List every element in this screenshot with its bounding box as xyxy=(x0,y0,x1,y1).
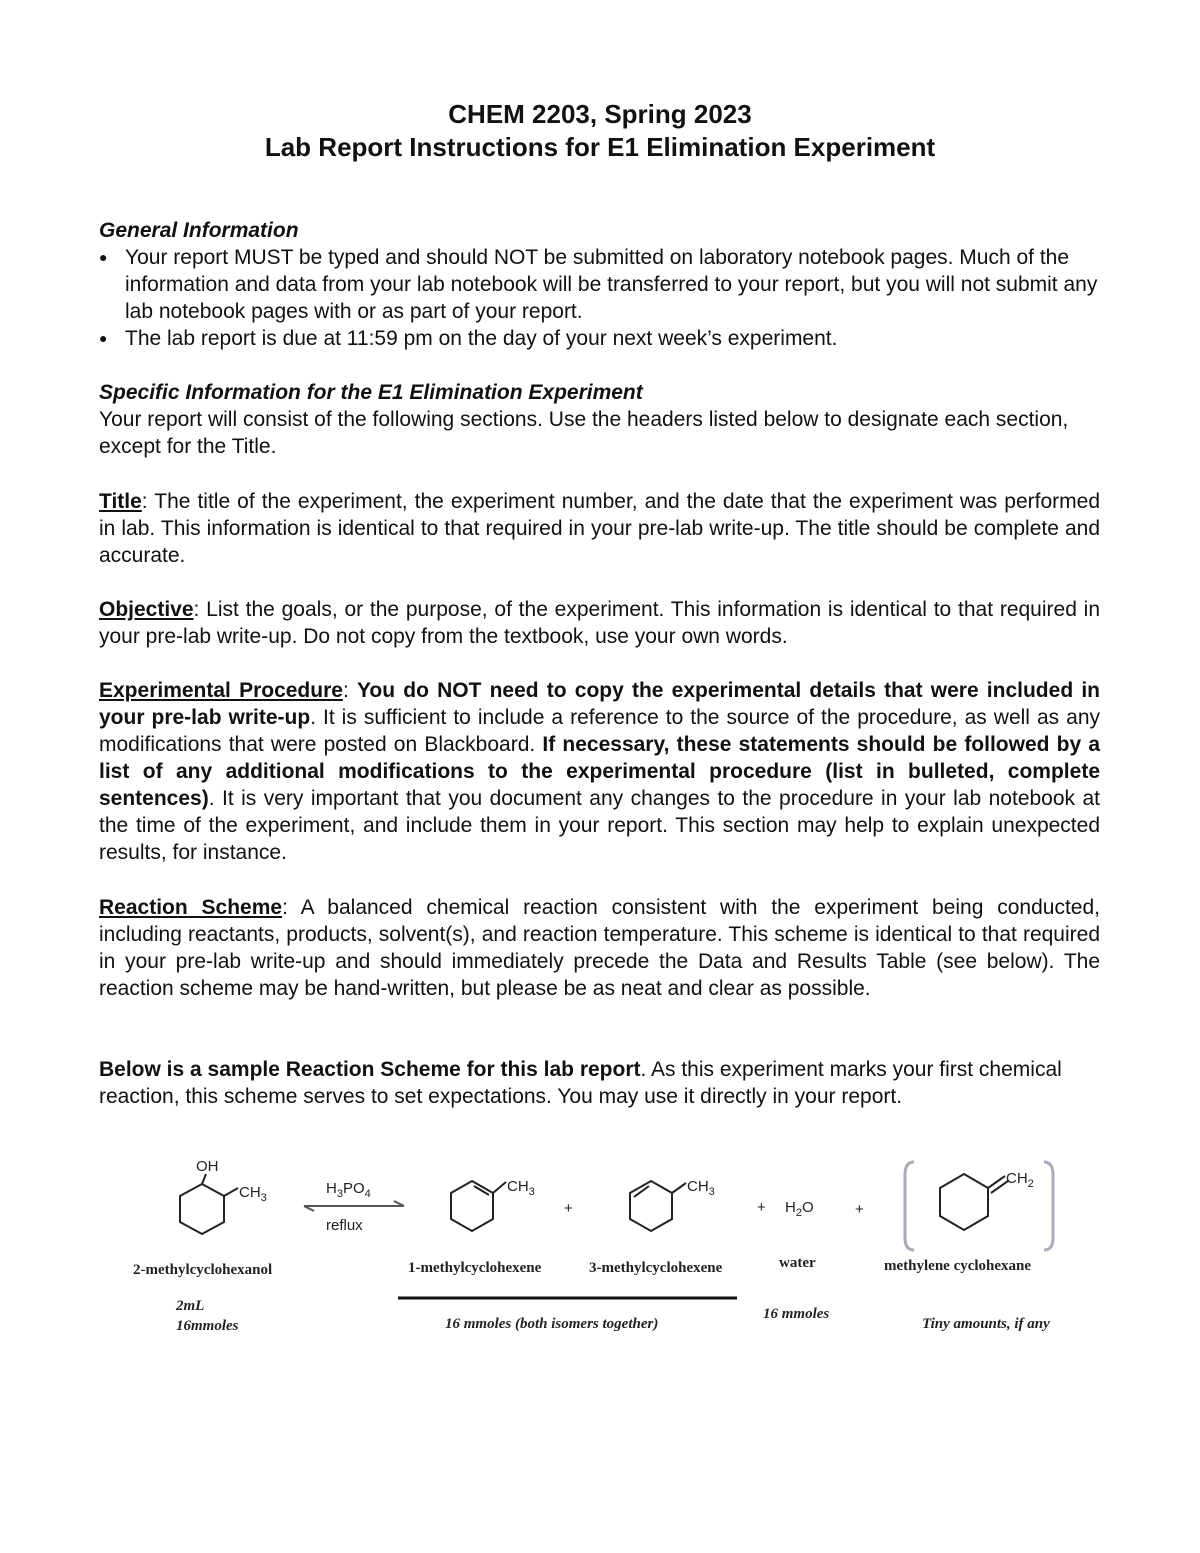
product2-structure xyxy=(630,1178,715,1231)
reactant-amount: 16mmoles xyxy=(176,1318,239,1334)
specific-information-heading: Specific Information for the E1 Elimination Experiment xyxy=(99,381,643,404)
water-formula-h: H xyxy=(785,1199,796,1216)
products-amount: 16 mmoles (both isomers together) xyxy=(445,1316,659,1332)
product1-structure xyxy=(451,1178,535,1231)
plus-sign: + xyxy=(855,1201,864,1218)
reaction-scheme-text: : A balanced chemical reaction consistent with the experiment being conducted, including reactants, products, solvent(s), and reaction temperature. This scheme is identical to that required in your pre-lab write-up and should immediately precede the Data and Results Table (see below). The reaction scheme may be hand-written, but please be as neat and clear as possible. xyxy=(99,896,1100,1000)
water-amount: 16 mmoles xyxy=(763,1306,830,1322)
reagent-h-subscript: 3 xyxy=(336,1188,343,1200)
hydroxyl-label: OH xyxy=(196,1158,219,1175)
byproduct-name: methylene cyclohexane xyxy=(884,1258,1032,1274)
methyl-label: CH xyxy=(687,1178,709,1195)
objective-text: : List the goals, or the purpose, of the experiment. This information is identical to that required in your pre-lab write-up. Do not copy from the textbook, use your own words. xyxy=(99,598,1100,648)
svg-text:CH3 xyxy=(507,1178,535,1198)
water-formula-subscript: 2 xyxy=(795,1207,802,1219)
title-section-label: Title xyxy=(99,490,142,513)
plus-sign: + xyxy=(564,1200,573,1217)
procedure-text-end: . It is very important that you document any changes to the procedure in your lab notebook at the time of the experiment, and include them in your report. This section may help to explain unexpected results, for instance. xyxy=(99,787,1100,864)
svg-text:H2O xyxy=(785,1199,814,1219)
procedure-colon: : xyxy=(342,679,357,702)
methyl-label: CH xyxy=(239,1184,261,1201)
methylene-subscript: 2 xyxy=(1027,1178,1034,1190)
product1-name: 1-methylcyclohexene xyxy=(408,1260,542,1276)
methyl-subscript: 3 xyxy=(528,1186,535,1198)
specific-information-text: Your report will consist of the following sections. Use the headers listed below to designate each section, except for the Title. xyxy=(99,408,1069,458)
methyl-subscript: 3 xyxy=(708,1186,715,1198)
svg-text:H3PO4 xyxy=(326,1180,371,1200)
procedure-label: Experimental Procedure xyxy=(99,679,343,702)
byproduct-structure xyxy=(905,1162,1053,1250)
reagent-h: H xyxy=(326,1180,337,1197)
svg-text:CH3 xyxy=(239,1184,267,1204)
procedure-bold-modifications: If necessary, these statements should be followed by a list of any additional modifications to the experimental procedure (list in bulleted, complete sentences) xyxy=(99,733,1100,810)
water-formula-o: O xyxy=(801,1199,814,1216)
objective-label: Objective xyxy=(99,598,194,621)
procedure-text: . It is sufficient to include a reference to the source of the procedure, as well as any modifications that were posted on Blackboard. xyxy=(99,706,1100,756)
plus-sign: + xyxy=(757,1199,766,1216)
byproduct-amount: Tiny amounts, if any xyxy=(922,1316,1050,1332)
reaction-scheme-label: Reaction Scheme xyxy=(99,896,283,919)
svg-text:CH2 xyxy=(1006,1170,1034,1190)
reactant-name: 2-methylcyclohexanol xyxy=(133,1262,273,1278)
reactant-volume: 2mL xyxy=(176,1298,205,1314)
procedure-bold-note: You do NOT need to copy the experimental details that were included in your pre-lab write-up xyxy=(99,679,1100,729)
water-name: water xyxy=(779,1255,816,1271)
methyl-subscript: 3 xyxy=(260,1192,267,1204)
product2-name: 3-methylcyclohexene xyxy=(589,1260,723,1276)
reagent-po: PO xyxy=(342,1180,365,1197)
reactant-structure xyxy=(180,1158,267,1234)
course-title: CHEM 2203, Spring 2023 xyxy=(448,99,752,129)
reagent-po-subscript: 4 xyxy=(364,1188,371,1200)
reagent-arrow xyxy=(304,1180,404,1234)
methylene-label: CH xyxy=(1006,1170,1028,1187)
title-section-text: : The title of the experiment, the experiment number, and the date that the experiment was performed in lab. This information is identical to that required in your pre-lab write-up. The title should be complete and accurate. xyxy=(99,490,1100,567)
list-item: ● The lab report is due at 11:59 pm on the day of your next week’s experiment. xyxy=(99,325,1100,352)
sample-scheme-bold: Below is a sample Reaction Scheme for this lab report xyxy=(99,1058,641,1081)
sample-scheme-text: . As this experiment marks your first chemical reaction, this scheme serves to set expectations. You may use it directly in your report. xyxy=(99,1058,1062,1108)
methyl-label: CH xyxy=(507,1178,529,1195)
list-item: ● Your report MUST be typed and should NOT be submitted on laboratory notebook pages. Much of the information and data from your lab notebook will be transferred to your report, but you will not submit any lab notebook pages with or as part of your report. xyxy=(99,244,1100,325)
document-title: Lab Report Instructions for E1 Elimination Experiment xyxy=(264,132,936,162)
general-information-heading: General Information xyxy=(99,219,299,242)
svg-text:CH3 xyxy=(687,1178,715,1198)
reagent-condition: reflux xyxy=(326,1217,363,1234)
